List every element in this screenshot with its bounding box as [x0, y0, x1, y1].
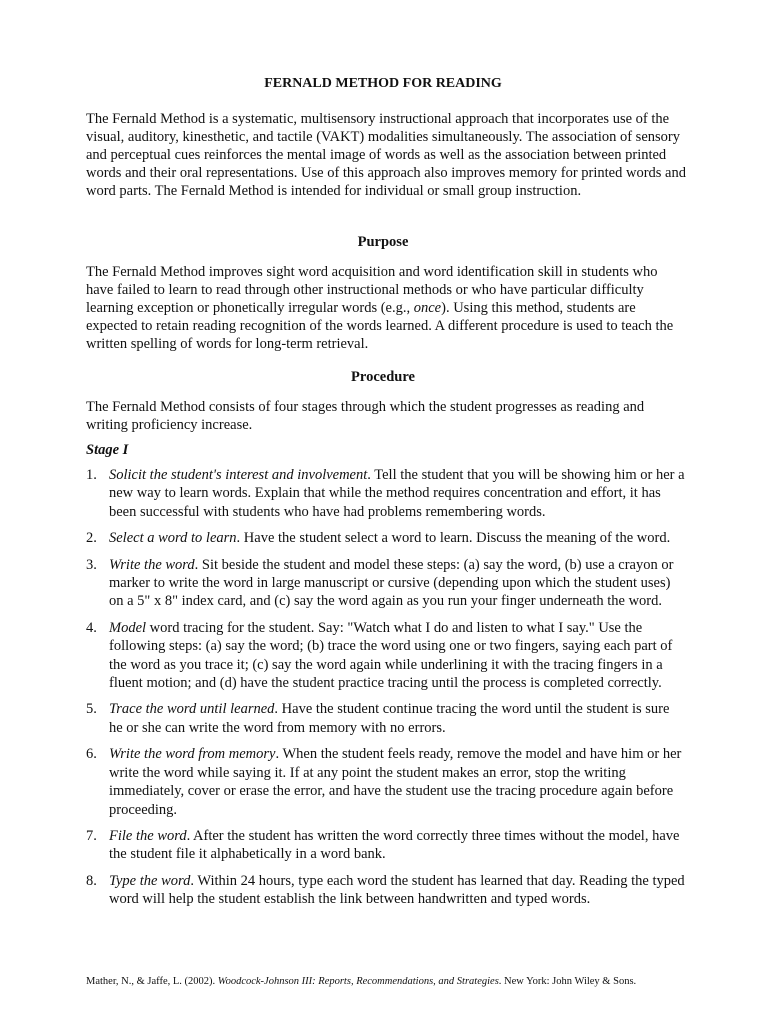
- stage-label: Stage I: [86, 442, 129, 458]
- purpose-example-word: once: [413, 300, 442, 316]
- citation-footer: [86, 975, 686, 988]
- step-text: . Have the student select a word to learn. Discuss the meaning of the word.: [236, 530, 671, 547]
- step-text: . After the student has written the word correctly three times without the model, have the student file it alphabetically in a word bank.: [109, 827, 680, 863]
- step-text: . Tell the student that you will be showing him or her a new way to learn words. Explain that while the method requires concentration and effort, it has been successful with students who have had problems remembering words.: [109, 467, 685, 520]
- step-text: . Within 24 hours, type each word the student has learned that day. Reading the typed word will help the student establish the link between handwritten and typed words.: [109, 872, 685, 908]
- document-title: FERNALD METHOD FOR READING: [264, 76, 502, 91]
- step-item: [86, 466, 686, 521]
- step-lead: Write the word: [109, 556, 195, 573]
- step-number: 6.: [86, 746, 97, 763]
- step-text: . When the student feels ready, remove the model and have him or her write the word while saying it. If at any point the student makes an error, stop the writing immediately, cover or erase the error, and have the student use the tracing procedure again before proceeding.: [109, 746, 682, 818]
- step-item: [86, 872, 686, 909]
- stage-steps-list: [86, 466, 686, 917]
- step-text: . Have the student continue tracing the word until the student is sure he or she can write the word from memory with no errors.: [109, 701, 670, 736]
- step-number: 7.: [86, 827, 97, 844]
- step-number: 3.: [86, 556, 97, 573]
- step-text: word tracing for the student. Say: "Watch what I do and listen to what I say." Use the following steps: (a) say the word; (b) trace the word using one or two fingers, saying each part of the word as you trace it; (c) say the word again while underlining it with the tracing fingers in a fluent motion; and (d) have the student practice tracing until the process is completed correctly.: [109, 619, 673, 692]
- step-item: [86, 619, 686, 693]
- step-number: 1.: [86, 467, 97, 483]
- purpose-paragraph: [86, 263, 686, 353]
- purpose-text-before: The Fernald Method improves sight word acquisition and word identification skill in students who have failed to learn to read through other instructional methods or who have particular difficulty learning exception or phonetically irregular words (e.g.,: [86, 264, 658, 316]
- procedure-paragraph: The Fernald Method consists of four stages through which the student progresses as reading and writing proficiency increase.: [86, 399, 645, 433]
- step-lead: Write the word from memory: [109, 746, 276, 763]
- step-lead: Select a word to learn: [109, 530, 237, 547]
- step-number: 8.: [86, 872, 97, 889]
- intro-paragraph: The Fernald Method is a systematic, multisensory instructional approach that incorporates use of the visual, auditory, kinesthetic, and tactile (VAKT) modalities simultaneously. The association of sensory and perceptual cues reinforces the mental image of words as well as the association between printed words and their oral representations. Use of this approach also improves memory for printed words and word parts. The Fernald Method is intended for individual or small group instruction.: [86, 111, 686, 199]
- step-lead: Solicit the student's interest and involvement: [109, 467, 368, 483]
- step-item: [86, 529, 686, 547]
- step-item: [86, 556, 686, 611]
- step-number: 5.: [86, 701, 97, 718]
- procedure-heading: Procedure: [351, 369, 415, 385]
- footer-publisher: . New York: John Wiley & Sons.: [498, 976, 637, 987]
- step-number: 2.: [86, 530, 97, 547]
- step-lead: Model: [109, 619, 147, 636]
- step-item: [86, 827, 686, 864]
- step-lead: Trace the word until learned: [109, 701, 275, 718]
- step-lead: Type the word: [109, 872, 191, 889]
- step-lead: File the word: [109, 827, 187, 844]
- step-item: [86, 745, 686, 819]
- step-number: 4.: [86, 619, 97, 636]
- footer-authors: Mather, N., & Jaffe, L. (2002).: [86, 976, 218, 987]
- purpose-heading: Purpose: [357, 234, 409, 250]
- footer-book-title: Woodcock-Johnson III: Reports, Recommendations, and Strategies: [217, 976, 499, 987]
- step-text: . Sit beside the student and model these steps: (a) say the word, (b) use a crayon or marker to write the word in large manuscript or cursive (depending upon which the student uses) on a 5" x 8" index card, and (c) say the word again as you run your finger underneath the word.: [109, 556, 674, 610]
- step-item: [86, 700, 686, 737]
- purpose-text-after: ). Using this method, students are expected to retain reading recognition of the words learned. A different procedure is used to teach the written spelling of words for long-term retrieval.: [86, 300, 674, 352]
